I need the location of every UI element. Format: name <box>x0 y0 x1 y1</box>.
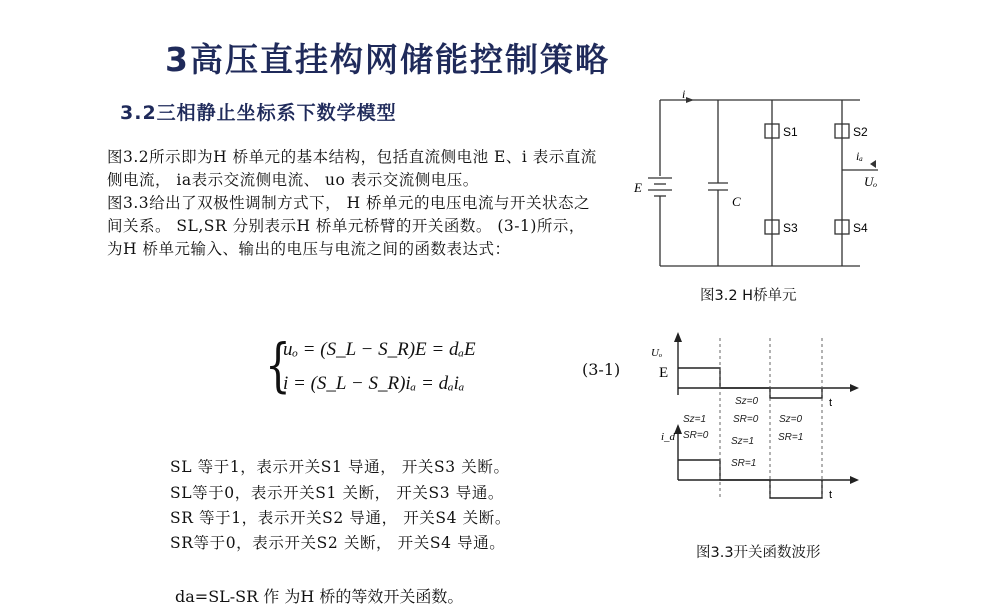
h-bridge-circuit-diagram <box>630 88 890 278</box>
equation-block <box>265 331 495 405</box>
paragraph-intro <box>107 146 597 261</box>
label-s3: S3 <box>783 221 798 235</box>
figure-3-2-caption: 图3.2 H桥单元 <box>700 288 797 304</box>
state-1-sl: Sz=1 <box>683 414 707 425</box>
state-3-sl: Sz=0 <box>779 414 803 425</box>
page-title: 3高压直挂构网储能控制策略 <box>165 40 610 79</box>
da-definition: da=SL-SR 作 为H 桥的等效开关函数。 <box>175 587 464 606</box>
figure-3-3-caption: 图3.3开关函数波形 <box>696 545 821 561</box>
state-2-sl-a: Sz=0 <box>735 396 759 407</box>
section-subtitle: 3.2三相静止坐标系下数学模型 <box>120 102 397 124</box>
label-time-axis-1: t <box>829 397 833 409</box>
label-s2: S2 <box>853 125 868 139</box>
paragraph-1: 图3.2所示即为H 桥单元的基本结构，包括直流侧电池 E、i 表示直流侧电流， ia表示交流侧电流、 uo 表示交流侧电压。 <box>107 148 597 189</box>
label-id-axis: i_d <box>661 431 676 443</box>
state-3-sr: SR=1 <box>778 432 804 443</box>
label-uo-axis: Uₒ <box>651 347 663 359</box>
label-battery-e: E <box>634 180 642 195</box>
equation-number: (3-1) <box>582 360 621 379</box>
paragraph-2: 图3.3给出了双极性调制方式下， H 桥单元的电压电流与开关状态之间关系。 SL,SR 分别表示H 桥单元桥臂的开关函数。 (3-1)所示，为H 桥单元输入、输出的电压与电流之间的函数表达式： <box>107 194 591 258</box>
equation-line-2: i = (S_L − S_R)iₐ = dₐiₐ <box>283 373 465 394</box>
rule-sr-1: SR 等于1，表示开关S2 导通， 开关S4 关断。 <box>170 509 511 527</box>
label-current-i: i <box>682 88 686 101</box>
label-e-level: E <box>659 365 669 381</box>
state-2-sr-a: SR=0 <box>733 414 759 425</box>
state-2-sl-b: Sz=1 <box>731 436 755 447</box>
label-s1: S1 <box>783 125 798 139</box>
label-time-axis-2: t <box>829 489 833 501</box>
state-2-sr-b: SR=1 <box>731 458 757 469</box>
rule-sl-1: SL 等于1，表示开关S1 导通， 开关S3 关断。 <box>170 458 510 476</box>
rule-sl-0: SL等于0，表示开关S1 关断， 开关S3 导通。 <box>170 484 505 502</box>
label-ia: iₐ <box>856 149 863 163</box>
equation-brace: { <box>265 331 291 399</box>
state-1-sr: SR=0 <box>683 430 709 441</box>
equation-line-1: uₒ = (S_L − S_R)E = dₐE <box>283 339 476 360</box>
switching-waveform-diagram <box>645 330 865 510</box>
label-capacitor-c: C <box>732 194 741 209</box>
label-s4: S4 <box>853 221 868 235</box>
label-uo: Uₒ <box>864 174 878 189</box>
rule-sr-0: SR等于0，表示开关S2 关断， 开关S4 导通。 <box>170 534 506 552</box>
